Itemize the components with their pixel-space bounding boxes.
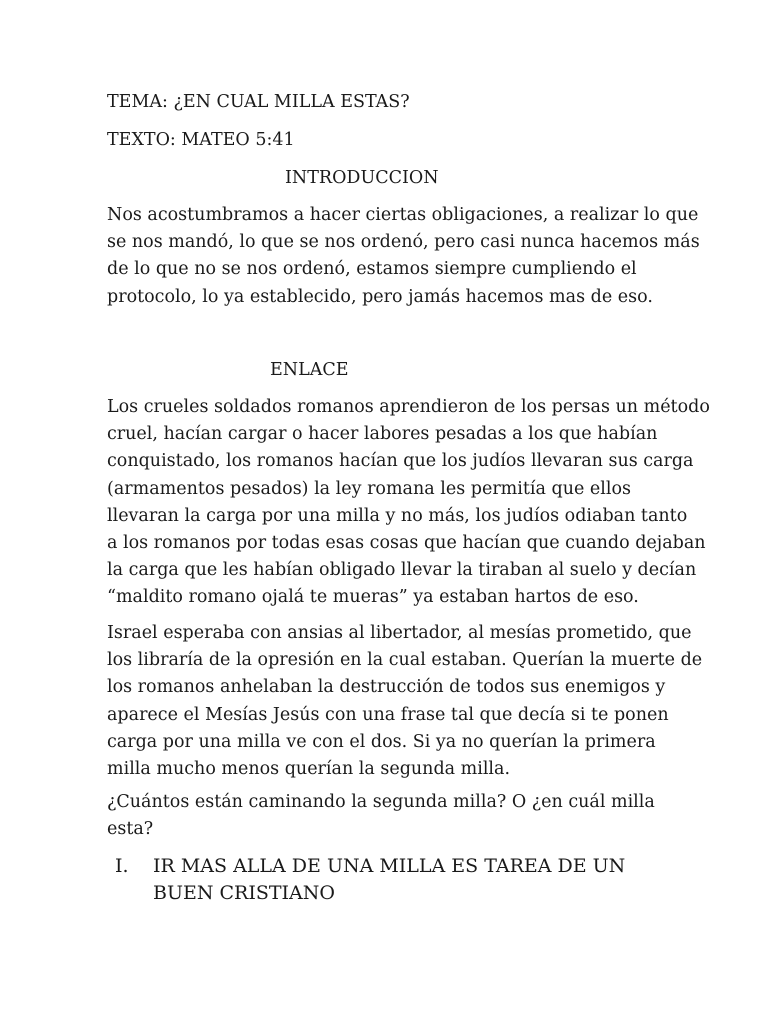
paragraph-line: esta? xyxy=(107,819,154,840)
enlace-heading: ENLACE xyxy=(270,360,349,380)
enlace-paragraph xyxy=(107,394,710,612)
introduccion-heading: INTRODUCCION xyxy=(285,168,439,188)
paragraph-line: a los romanos por todas esas cosas que hacían que cuando dejaban xyxy=(107,533,706,554)
texto-line: TEXTO: MATEO 5:41 xyxy=(107,130,295,150)
section-title-line: IR MAS ALLA DE UNA MILLA ES TAREA DE UN xyxy=(153,855,626,877)
section-number: I. xyxy=(115,855,129,877)
paragraph-line: Israel esperaba con ansias al libertador, al mesías prometido, que xyxy=(107,623,692,643)
paragraph-line: los romanos anhelaban la destrucción de todos sus enemigos y xyxy=(107,677,666,698)
paragraph-line: milla mucho menos querían la segunda milla. xyxy=(107,759,511,780)
paragraph-line: conquistado, los romanos hacían que los judíos llevaran sus carga xyxy=(107,451,694,472)
paragraph-line: carga por una milla ve con el dos. Si ya no querían la primera xyxy=(107,731,656,752)
paragraph-line: Nos acostumbramos a hacer ciertas obligaciones, a realizar lo que xyxy=(107,205,699,225)
paragraph-line: cruel, hacían cargar o hacer labores pesadas a los que habían xyxy=(107,424,658,445)
section-title-continuation: BUEN CRISTIANO xyxy=(153,882,335,904)
paragraph-line: se nos mandó, lo que se nos ordenó, pero casi nunca hacemos más xyxy=(107,232,700,253)
paragraph-line: “maldito romano ojalá te mueras” ya estaban hartos de eso. xyxy=(107,587,639,608)
paragraph-line: aparece el Mesías Jesús con una frase tal que decía si te ponen xyxy=(107,704,669,725)
paragraph-line: los libraría de la opresión en la cual estaban. Querían la muerte de xyxy=(107,650,703,671)
paragraph-line: Los crueles soldados romanos aprendieron de los persas un método xyxy=(107,397,710,417)
paragraph-line: protocolo, lo ya establecido, pero jamás hacemos mas de eso. xyxy=(107,286,653,307)
paragraph-line: ¿Cuántos están caminando la segunda milla? O ¿en cuál milla xyxy=(107,792,655,812)
israel-paragraph xyxy=(107,620,703,783)
tema-line: TEMA: ¿EN CUAL MILLA ESTAS? xyxy=(107,92,410,112)
paragraph-line: la carga que les habían obligado llevar la tiraban al suelo y decían xyxy=(107,560,697,581)
paragraph-line: llevaran la carga por una milla y no más, los judíos odiaban tanto xyxy=(107,505,688,526)
paragraph-line: de lo que no se nos ordenó, estamos siempre cumpliendo el xyxy=(107,259,637,280)
intro-paragraph xyxy=(107,202,700,311)
paragraph-line: (armamentos pesados) la ley romana les permitía que ellos xyxy=(107,478,631,499)
question-paragraph xyxy=(107,789,667,843)
section-one-heading xyxy=(115,853,625,880)
